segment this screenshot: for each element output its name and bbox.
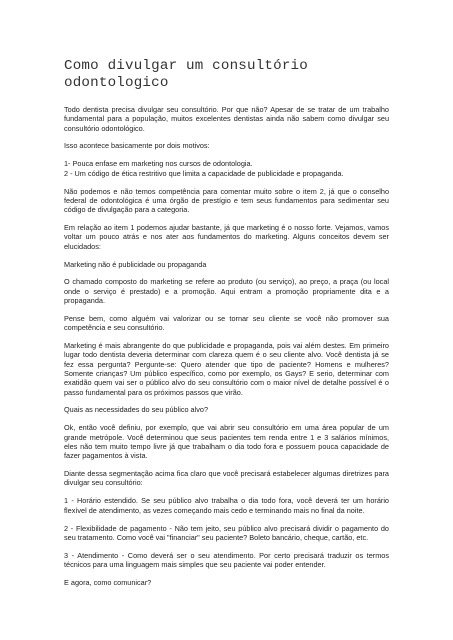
document-body <box>64 105 389 587</box>
list-item: 2 - Um código de ética restritivo que limita a capacidade de publicidade e propaganda. <box>64 168 344 178</box>
paragraph: Em relação ao item 1 podemos ajudar bastante, já que marketing é o nosso forte. Vejamos, vamos voltar um pouco atrás e nos ater aos fundamentos do marketing. Alguns conceitos devem ser elucidados: <box>64 223 389 251</box>
section-heading: E agora, como comunicar? <box>64 577 152 587</box>
list-item: 1 - Horário estendido. Se seu público alvo trabalha o dia todo fora, você deverá ter um horário flexível de atendimento, as vezes começando mais cedo e terminando mais no final da noite. <box>64 496 389 515</box>
paragraph: Marketing é mais abrangente do que publicidade e propaganda, pois vai além destes. Em primeiro lugar todo dentista deveria determinar com clareza quem é o seu cliente alvo. Você dentista já se fez essa pergunta? Pergunte-se: Quero atender que tipo de paciente? Homens e mulheres? Somente crianças? Um público específico, como por exemplo, os Gays? E serio, determinar com exatidão quem vai ser o público alvo do seu consultório com o maior nível de detalhe possível é o passo fundamental para os próximos passos que virão. <box>64 341 389 397</box>
section-heading: Quais as necessidades do seu público alvo? <box>64 405 209 415</box>
paragraph: Pense bem, como alguém vai valorizar ou se tornar seu cliente se você não promover sua competência e seu consultório. <box>64 313 389 333</box>
paragraph: Todo dentista precisa divulgar seu consultório. Por que não? Apesar de se tratar de um trabalho fundamental para a população, muitos excelentes dentistas ainda não sabem como divulgar seu consultório odontológico. <box>64 105 389 133</box>
paragraph: Diante dessa segmentação acima fica claro que você precisará estabelecer algumas diretrizes para divulgar seu consultório: <box>64 469 389 488</box>
list-item: 1- Pouca enfase em marketing nos cursos de odontologia. <box>64 159 253 169</box>
title-line-1: Como divulgar um consultório <box>64 58 308 74</box>
title-line-2: odontologico <box>64 75 169 91</box>
list-item: 2 - Flexibilidade de pagamento - Não tem jeito, seu público alvo precisará dividir o pagamento do seu tratamento. Como você vai "financiar" seu paciente? Boleto bancário, cheque, cartão, etc. <box>64 523 389 542</box>
list-item: 3 - Atendimento - Como deverá ser o seu atendimento. Por certo precisará traduzir os termos técnicos para uma linguagem mais simples que seu paciente vai poder entender. <box>64 550 389 569</box>
paragraph: Não podemos e não temos competência para comentar muito sobre o item 2, já que o conselho federal de odontológica é uma órgão de prestígio e tem seus fundamentos para sedimentar seu código de divulgação para a categoria. <box>64 186 389 215</box>
section-heading: Marketing não é publicidade ou propaganda <box>64 259 207 269</box>
paragraph: O chamado composto do marketing se refere ao produto (ou serviço), ao preço, a praça (ou local onde o serviço é prestado) e a promoção. Aqui entram a promoção propriamente dita e a propaganda. <box>64 277 389 306</box>
paragraph: Ok, então você definiu, por exemplo, que vai abrir seu consultório em uma área popular de um grande metrópole. Você determinou que seus pacientes tem renda entre 1 e 3 salários mínimos, eles não tem muito tempo livre já que trabalham o dia todo fora e possuem pouca capacidade de fazer pagamentos à vista. <box>64 423 389 461</box>
paragraph: Isso acontece basicamente por dois motivos: <box>64 141 210 151</box>
document-title <box>64 58 389 92</box>
